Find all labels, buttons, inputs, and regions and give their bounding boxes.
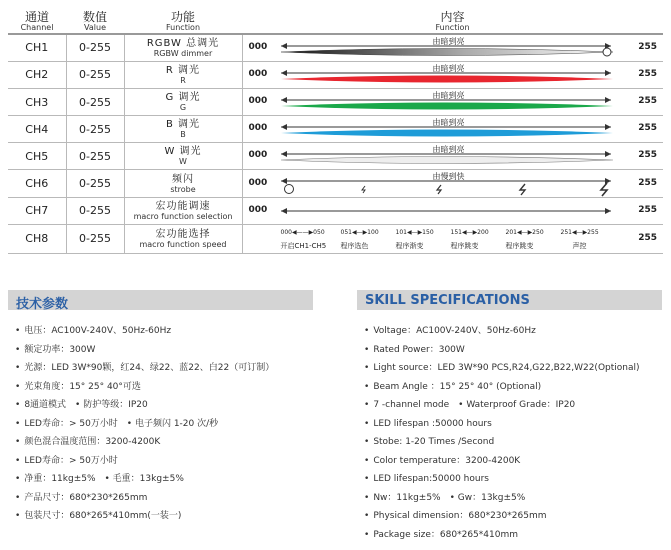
specs-en-title: SKILL SPECIFICATIONS (365, 293, 530, 308)
value-range: 0-255 (66, 61, 124, 88)
spec-item: • Package size：680*265*410mm (364, 526, 640, 545)
spec-item: • 光束角度：15° 25° 40°可选 (15, 378, 274, 397)
spec-item: • Light source：LED 3W*90 PCS,R24,G22,B22,W22(Optional) (364, 359, 640, 378)
function-label: R 调光 R (124, 61, 242, 88)
value-range: 0-255 (66, 116, 124, 143)
max-value: 255 (638, 204, 657, 215)
function-label: W 调光 W (124, 143, 242, 170)
content-cell (242, 61, 663, 88)
red-ramp (281, 62, 621, 89)
specs-en-title-bar (357, 290, 662, 310)
specs-zh-title-bar (8, 290, 313, 310)
content-cell (242, 197, 663, 224)
range-caption: 由暗到亮 (432, 118, 465, 128)
spec-item: • 电压：AC100V-240V、50Hz-60Hz (15, 322, 274, 341)
spec-item: • Physical dimension：680*230*265mm (364, 507, 640, 526)
segment-range: 101◀—▶150 (395, 228, 434, 236)
segment-range: 051◀—▶100 (340, 228, 379, 236)
table-row-ch3 (8, 88, 663, 115)
channel-label: CH3 (8, 88, 66, 115)
channel-label: CH7 (8, 197, 66, 224)
min-value: 000 (248, 177, 268, 188)
channel-label: CH2 (8, 61, 66, 88)
content-cell (242, 170, 663, 197)
value-range: 0-255 (66, 170, 124, 197)
table-row-ch7 (8, 197, 663, 224)
white-ramp (281, 143, 621, 170)
min-value: 000 (248, 204, 268, 215)
max-value: 255 (638, 41, 657, 52)
specs-zh-list (15, 322, 274, 526)
table-row-ch6 (8, 170, 663, 197)
gradient-wedge (281, 49, 613, 56)
arrow-left-icon (281, 70, 287, 76)
channel-label: CH8 (8, 224, 66, 253)
spec-item: • 包装尺寸：680*265*410mm(一装一) (15, 507, 274, 526)
color-wedge (281, 75, 613, 82)
spec-item: • 净重：11kg±5% • 毛重：13kg±5% (15, 470, 274, 489)
function-label: G 调光 G (124, 88, 242, 115)
content-header: 内容 Function (242, 10, 663, 34)
range-caption: 由慢到快 (432, 172, 465, 182)
value-range: 0-255 (66, 88, 124, 115)
min-value: 000 (248, 41, 268, 52)
segment-range: 151◀—▶200 (450, 228, 489, 236)
macro-segments (281, 227, 621, 253)
strobe-off-icon (284, 185, 293, 194)
function-label: 宏功能调速 macro function selection (124, 197, 242, 224)
table-header-row (8, 10, 663, 34)
spec-item: • Stobe: 1-20 Times /Second (364, 433, 640, 452)
range-caption: 由暗到亮 (432, 145, 465, 155)
range-caption: 由暗到亮 (432, 90, 465, 100)
spec-item: • 8通道模式 • 防护等级：IP20 (15, 396, 274, 415)
spec-item: • LED寿命：> 50万小时 • 电子频闪 1-20 次/秒 (15, 415, 274, 434)
max-value: 255 (638, 177, 657, 188)
lightning-icon (362, 186, 365, 193)
arrow-right-icon (605, 208, 611, 214)
arrow-left-icon (281, 151, 287, 157)
table-row-ch2 (8, 61, 663, 88)
arrow-right-icon (605, 151, 611, 157)
light-circle-icon (603, 48, 611, 56)
spec-item: • 光源：LED 3W*90颗，红24、绿22、蓝22、白22（可订制） (15, 359, 274, 378)
spec-item: • 额定功率：300W (15, 341, 274, 360)
value-range: 0-255 (66, 224, 124, 253)
channel-label: CH5 (8, 143, 66, 170)
spec-item: • Voltage：AC100V-240V、50Hz-60Hz (364, 322, 640, 341)
segment-name: 程序渐变 (395, 241, 424, 250)
strobe-ramp (281, 170, 621, 197)
range-caption: 由暗到亮 (432, 63, 465, 73)
table-row-ch8 (8, 224, 663, 253)
function-label: B 调光 B (124, 116, 242, 143)
spec-item: • Nw：11kg±5% • Gw：13kg±5% (364, 489, 640, 508)
min-value: 000 (248, 96, 268, 107)
value-header: 数值 Value (66, 10, 124, 34)
max-value: 255 (638, 123, 657, 134)
max-value: 255 (638, 150, 657, 161)
lightning-icon (520, 184, 525, 195)
spec-item: • LED lifespan:50000 hours (364, 470, 640, 489)
blue-ramp (281, 116, 621, 143)
function-label: 频闪 strobe (124, 170, 242, 197)
function-header: 功能 Function (124, 10, 242, 34)
function-label: RGBW 总调光 RGBW dimmer (124, 34, 242, 61)
content-cell (242, 34, 663, 61)
segment-name: 程序选色 (340, 241, 369, 250)
channel-label: CH6 (8, 170, 66, 197)
value-range: 0-255 (66, 34, 124, 61)
table-row-ch1 (8, 34, 663, 61)
spec-item: • 产品尺寸：680*230*265mm (15, 489, 274, 508)
color-wedge (281, 102, 613, 109)
max-value: 255 (638, 68, 657, 79)
channel-label: CH1 (8, 34, 66, 61)
value-range: 0-255 (66, 197, 124, 224)
spec-item: • Rated Power：300W (364, 341, 640, 360)
specs-en-list (364, 322, 640, 544)
arrow-right-icon (605, 124, 611, 130)
segment-range: 251◀—▶255 (560, 228, 599, 236)
color-wedge (281, 130, 613, 137)
spec-item: • Beam Angle ：15° 25° 40° (Optional) (364, 378, 640, 397)
spec-item: • 7 -channel mode • Waterproof Grade：IP20 (364, 396, 640, 415)
segment-name: 开启CH1-CH5 (280, 241, 327, 250)
speed-ramp (281, 198, 621, 225)
arrow-left-icon (281, 124, 287, 130)
max-value: 255 (638, 232, 657, 243)
green-ramp (281, 89, 621, 116)
arrow-left-icon (281, 43, 287, 49)
spec-item: • LED寿命：> 50万小时 (15, 452, 274, 471)
segment-name: 程序跳变 (505, 241, 534, 250)
content-cell (242, 224, 663, 253)
content-cell (242, 88, 663, 115)
min-value: 000 (248, 68, 268, 79)
arrow-left-icon (281, 208, 287, 214)
table-row-ch5 (8, 143, 663, 170)
channel-label: CH4 (8, 116, 66, 143)
arrow-right-icon (605, 70, 611, 76)
value-range: 0-255 (66, 143, 124, 170)
content-cell (242, 116, 663, 143)
arrow-left-icon (281, 97, 287, 103)
function-label: 宏功能选择 macro function speed (124, 224, 242, 253)
arrow-left-icon (281, 178, 287, 184)
spec-item: • LED lifespan :50000 hours (364, 415, 640, 434)
table-row-ch4 (8, 116, 663, 143)
arrow-right-icon (605, 97, 611, 103)
dmx-channel-table (8, 10, 663, 254)
spec-item: • 颜色混合温度范围：3200-4200K (15, 433, 274, 452)
content-cell (242, 143, 663, 170)
range-caption: 由暗到亮 (432, 37, 465, 47)
color-wedge (281, 157, 613, 164)
segment-name: 程序跳变 (450, 241, 479, 250)
min-value: 000 (248, 123, 268, 134)
max-value: 255 (638, 96, 657, 107)
segment-range: 000◀——▶050 (280, 228, 325, 236)
specs-zh-title: 技术参数 (16, 297, 69, 312)
segment-name: 声控 (572, 241, 587, 250)
dimmer-ramp (281, 35, 621, 62)
min-value: 000 (248, 150, 268, 161)
lightning-icon (437, 185, 441, 194)
segment-range: 201◀—▶250 (505, 228, 544, 236)
spec-item: • Color temperature：3200-4200K (364, 452, 640, 471)
channel-header: 通道 Channel (8, 10, 66, 34)
lightning-icon (601, 183, 607, 196)
